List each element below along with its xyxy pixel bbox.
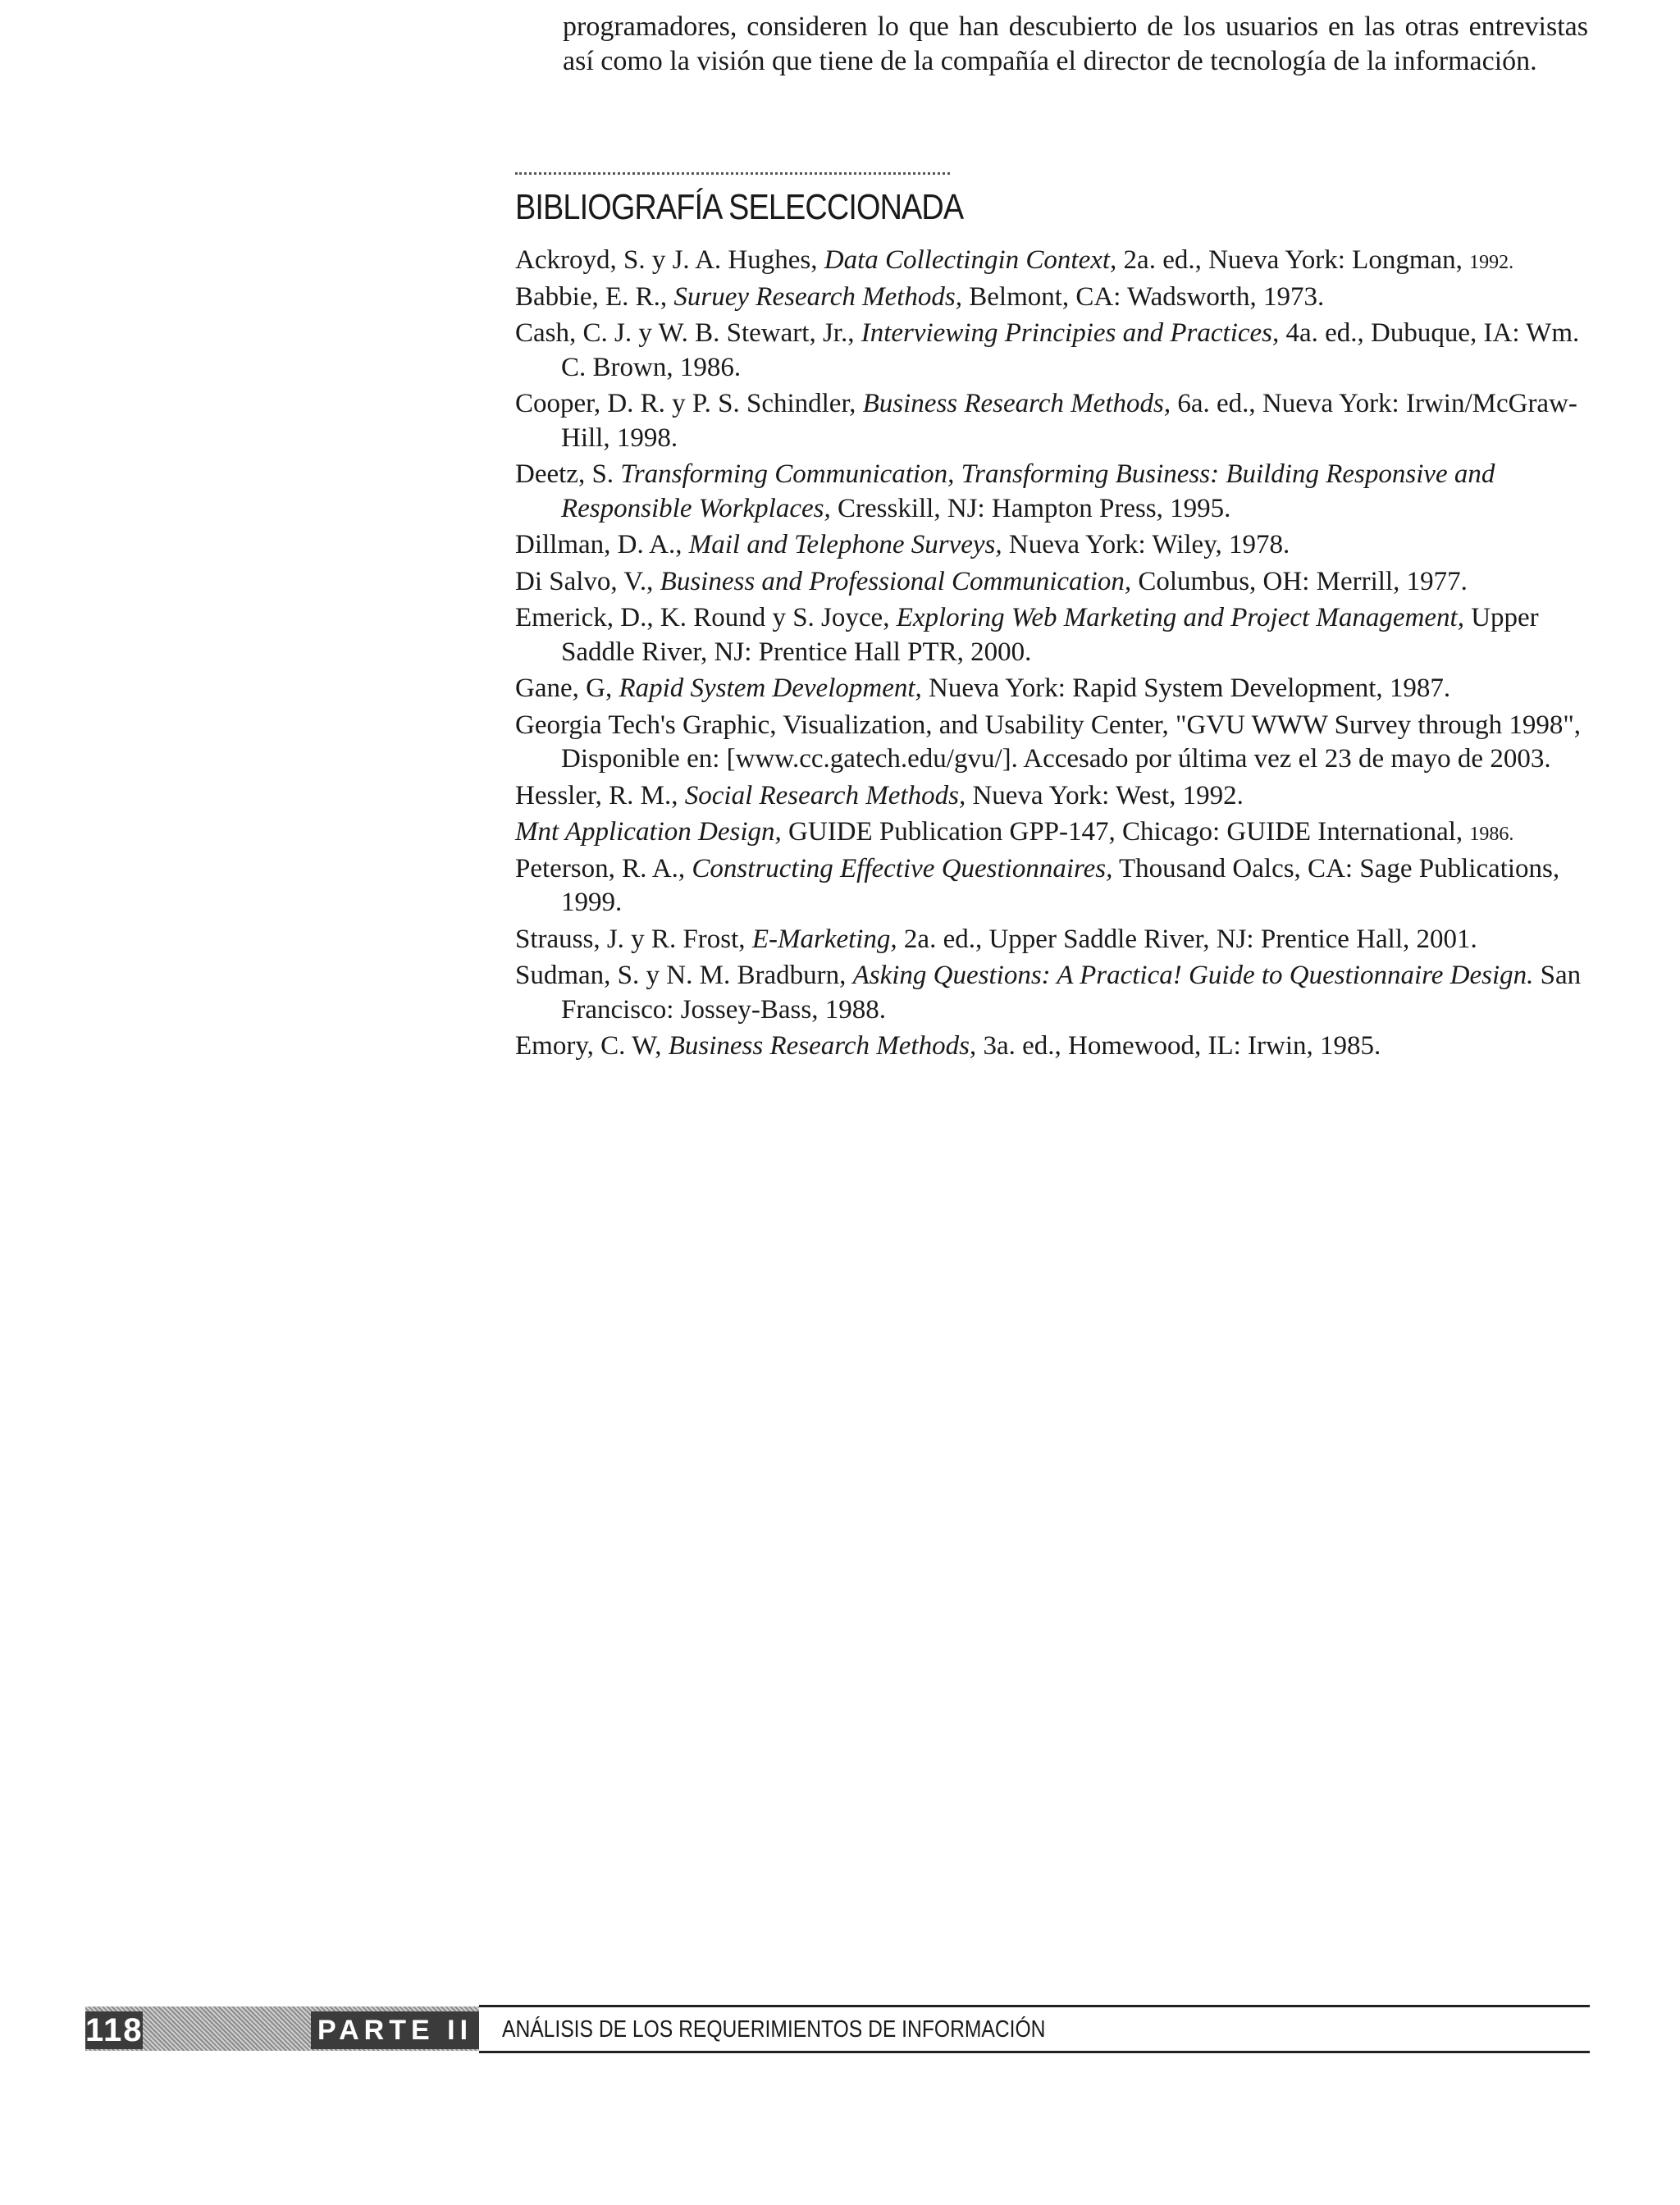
reference-item: Cooper, D. R. y P. S. Schindler, Business Research Methods, 6a. ed., Nueva York: Irwin/McGraw-Hill, 1998.: [515, 389, 1577, 453]
section-divider: [515, 172, 950, 175]
reference-list: [515, 244, 1590, 1066]
chapter-title: ANÁLISIS DE LOS REQUERIMIENTOS DE INFORMACIÓN: [502, 2016, 1046, 2043]
reference-item: Emerick, D., K. Round y S. Joyce, Exploring Web Marketing and Project Management, Upper Saddle River, NJ: Prentice Hall PTR, 2000.: [515, 603, 1539, 667]
bibliography-section: [515, 172, 1590, 1066]
reference-item: Peterson, R. A., Constructing Effective Questionnaires, Thousand Oalcs, CA: Sage Publications, 1999.: [515, 853, 1560, 917]
reference-item: Ackroyd, S. y J. A. Hughes, Data Collectingin Context, 2a. ed., Nueva York: Longman, 1992.: [515, 245, 1514, 275]
reference-item: Georgia Tech's Graphic, Visualization, and Usability Center, "GVU WWW Survey through 1998", Disponible en: [www.cc.gatech.edu/gvu/]. Accesado por última vez el 23 de mayo de 2003.: [515, 710, 1582, 774]
footer-rule: [479, 2005, 1590, 2007]
intro-paragraph: programadores, consideren lo que han descubierto de los usuarios en las otras entrevistas así como la visión que tiene de la compañía el director de tecnología de la información.: [563, 11, 1588, 76]
reference-item: Gane, G, Rapid System Development, Nueva York: Rapid System Development, 1987.: [515, 673, 1451, 703]
page-footer: [85, 2005, 1590, 2054]
reference-item: Mnt Application Design, GUIDE Publication GPP-147, Chicago: GUIDE International, 1986.: [515, 817, 1514, 847]
reference-item: Babbie, E. R., Suruey Research Methods, Belmont, CA: Wadsworth, 1973.: [515, 281, 1325, 312]
reference-item: Emory, C. W, Business Research Methods, 3a. ed., Homewood, IL: Irwin, 1985.: [515, 1031, 1381, 1061]
reference-item: Deetz, S. Transforming Communication, Transforming Business: Building Responsive and Responsible Workplaces, Cresskill, NJ: Hampton Press, 1995.: [515, 459, 1495, 523]
reference-item: Dillman, D. A., Mail and Telephone Surveys, Nueva York: Wiley, 1978.: [515, 530, 1290, 559]
footer-halftone-bar: [85, 2006, 479, 2051]
reference-item: Cash, C. J. y W. B. Stewart, Jr., Interviewing Principies and Practices, 4a. ed., Dubuque, IA: Wm. C. Brown, 1986.: [515, 318, 1580, 382]
reference-item: Hessler, R. M., Social Research Methods, Nueva York: West, 1992.: [515, 780, 1244, 810]
reference-item: Strauss, J. y R. Frost, E-Marketing, 2a. ed., Upper Saddle River, NJ: Prentice Hall, 2001.: [515, 924, 1477, 954]
footer-rule: [479, 2051, 1590, 2053]
part-label: PARTE II: [311, 2011, 479, 2049]
page-number: 118: [85, 2012, 144, 2048]
reference-item: Sudman, S. y N. M. Bradburn, Asking Questions: A Practica! Guide to Questionnaire Design. San Francisco: Jossey-Bass, 1988.: [515, 961, 1582, 1025]
section-heading: BIBLIOGRAFÍA SELECCIONADA: [515, 187, 964, 227]
reference-item: Di Salvo, V., Business and Professional Communication, Columbus, OH: Merrill, 1977.: [515, 566, 1468, 596]
